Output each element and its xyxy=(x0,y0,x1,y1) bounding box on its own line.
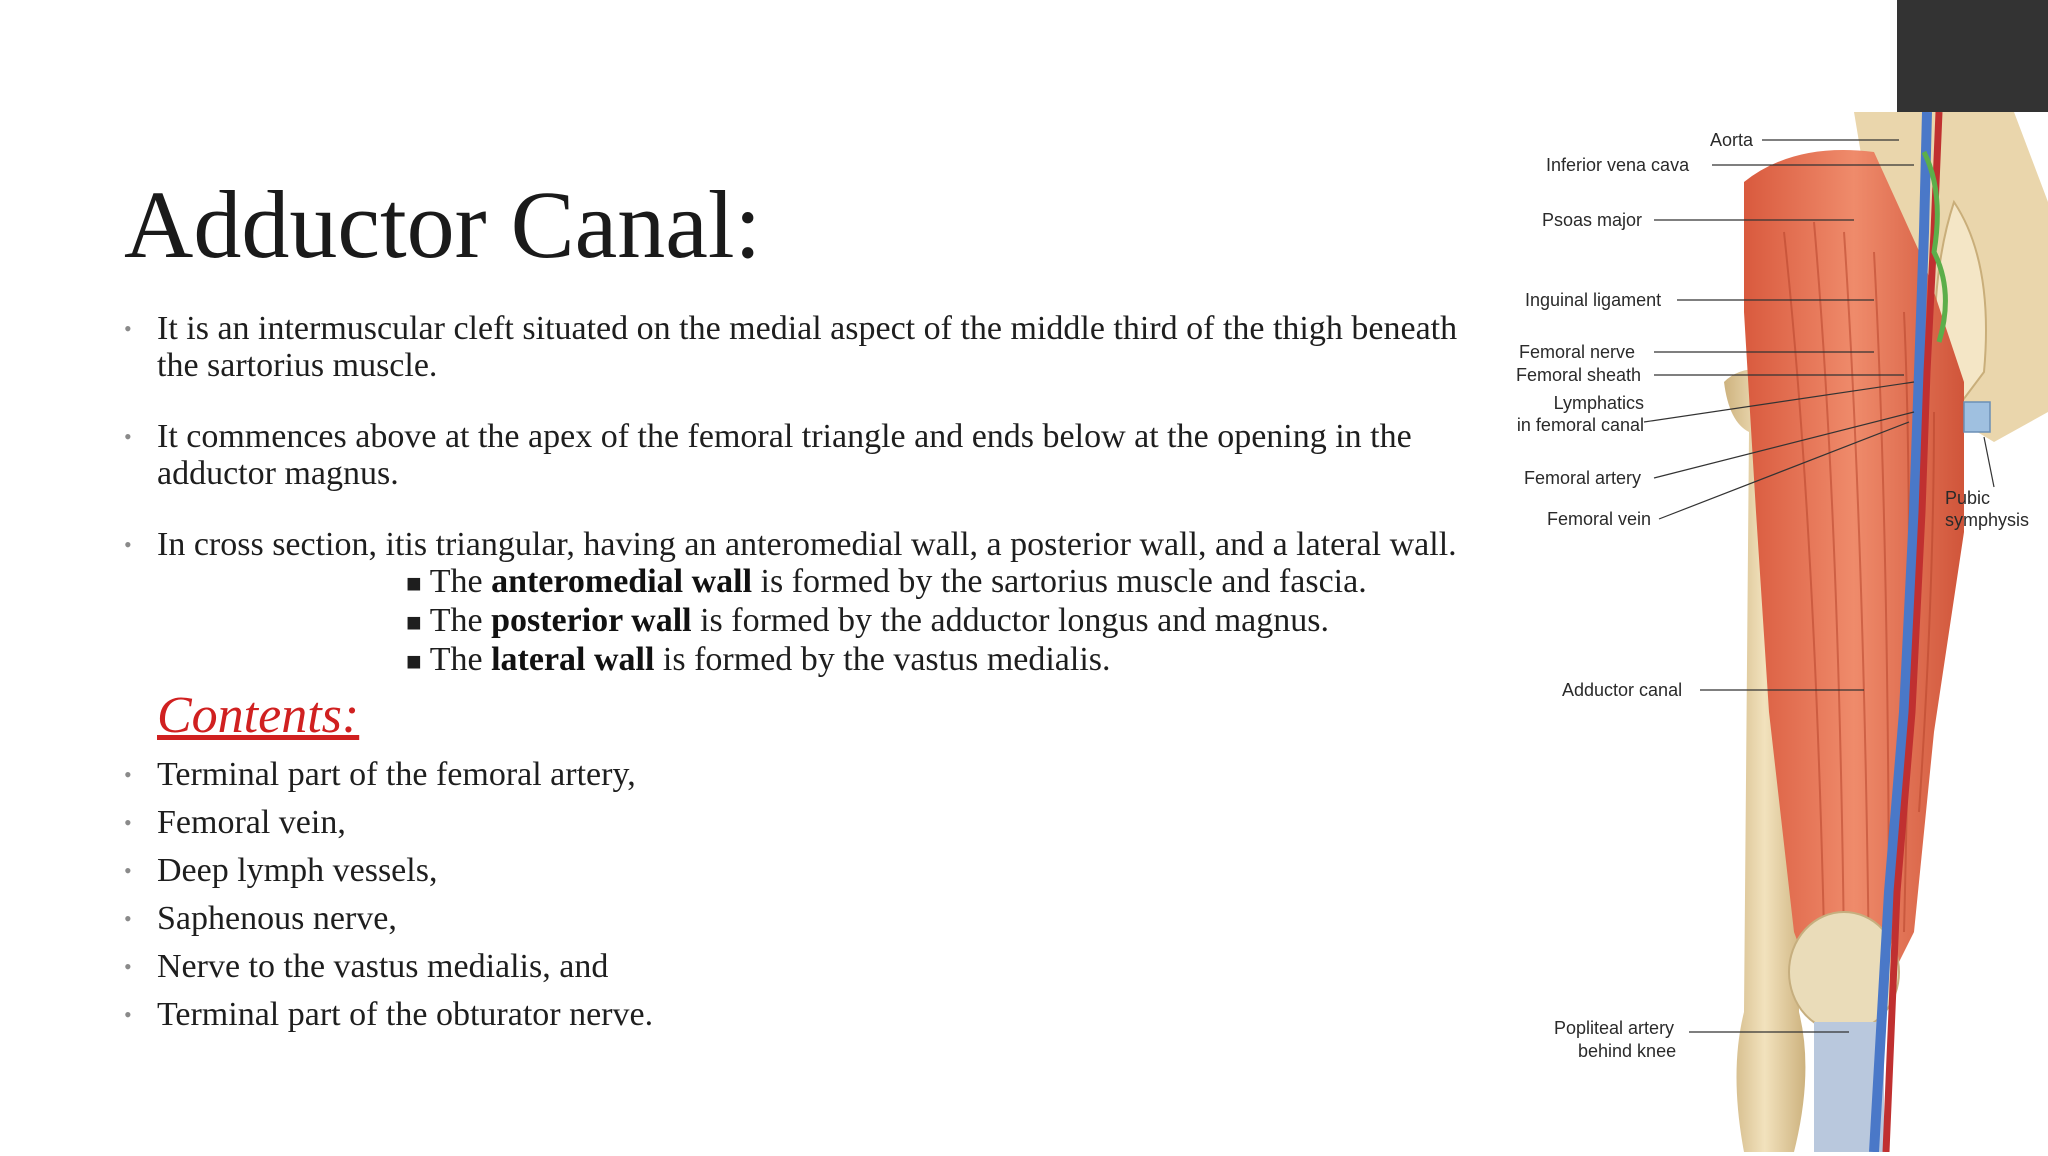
intro-point: • It commences above at the apex of the femoral triangle and ends below at the opening in the adductor magnus. xyxy=(124,418,1504,492)
label-lymphatics-line2: in femoral canal xyxy=(1516,415,1644,435)
thigh-anatomy-illustration xyxy=(1494,112,2048,1152)
label-pubic-line1: Pubic xyxy=(1945,488,1991,508)
square-bullet-icon: ■ xyxy=(406,608,422,637)
walls-list xyxy=(406,563,1504,680)
wall-prefix: The xyxy=(429,641,483,678)
wall-description: is formed by the adductor longus and magnus. xyxy=(700,602,1329,639)
wall-item xyxy=(406,641,1504,680)
wall-prefix: The xyxy=(429,602,483,639)
label-inguinal-ligament: Inguinal ligament xyxy=(1525,290,1662,310)
wall-term: anteromedial wall xyxy=(491,563,753,600)
label-popliteal-line2: behind knee xyxy=(1578,1041,1677,1061)
pubic-symphysis-shape xyxy=(1964,402,1990,432)
intro-point: • In cross section, itis triangular, having an anteromedial wall, a posterior wall, and a lateral wall. xyxy=(124,526,1504,563)
contents-heading: Contents: xyxy=(157,687,360,744)
label-lymphatics-line1: Lymphatics xyxy=(1553,393,1644,413)
square-bullet-icon: ■ xyxy=(406,569,422,598)
label-femoral-vein: Femoral vein xyxy=(1547,509,1652,529)
slide-title: Adductor Canal: xyxy=(124,171,762,278)
label-inferior-vena-cava: Inferior vena cava xyxy=(1546,155,1690,175)
wall-prefix: The xyxy=(429,563,483,600)
wall-description: is formed by the vastus medialis. xyxy=(662,641,1111,678)
wall-description: is formed by the sartorius muscle and fascia. xyxy=(760,563,1367,600)
label-femoral-nerve: Femoral nerve xyxy=(1519,342,1636,362)
label-pubic-line2: symphysis xyxy=(1945,510,2030,530)
label-femoral-sheath: Femoral sheath xyxy=(1516,365,1642,385)
label-psoas-major: Psoas major xyxy=(1542,210,1643,230)
label-popliteal-line1: Popliteal artery xyxy=(1554,1018,1675,1038)
wall-item xyxy=(406,602,1504,641)
contents-item: • Deep lymph vessels, xyxy=(124,852,1504,889)
contents-item: • Nerve to the vastus medialis, and xyxy=(124,948,1504,985)
slide-content xyxy=(124,310,1504,1044)
label-femoral-artery: Femoral artery xyxy=(1524,468,1642,488)
contents-list xyxy=(124,756,1504,1033)
wall-term: posterior wall xyxy=(491,602,692,639)
label-adductor-canal: Adductor canal xyxy=(1562,680,1683,700)
intro-list xyxy=(124,310,1504,563)
contents-item: • Terminal part of the femoral artery, xyxy=(124,756,1504,793)
label-aorta: Aorta xyxy=(1710,130,1754,150)
anatomy-drawing xyxy=(1494,112,2048,1152)
contents-item: • Femoral vein, xyxy=(124,804,1504,841)
corner-decoration xyxy=(1897,0,2048,112)
wall-item xyxy=(406,563,1504,602)
contents-item: • Saphenous nerve, xyxy=(124,900,1504,937)
contents-item: • Terminal part of the obturator nerve. xyxy=(124,996,1504,1033)
intro-point: • It is an intermuscular cleft situated on the medial aspect of the middle third of the thigh beneath the sartorius muscle. xyxy=(124,310,1504,384)
square-bullet-icon: ■ xyxy=(406,647,422,676)
wall-term: lateral wall xyxy=(491,641,655,678)
